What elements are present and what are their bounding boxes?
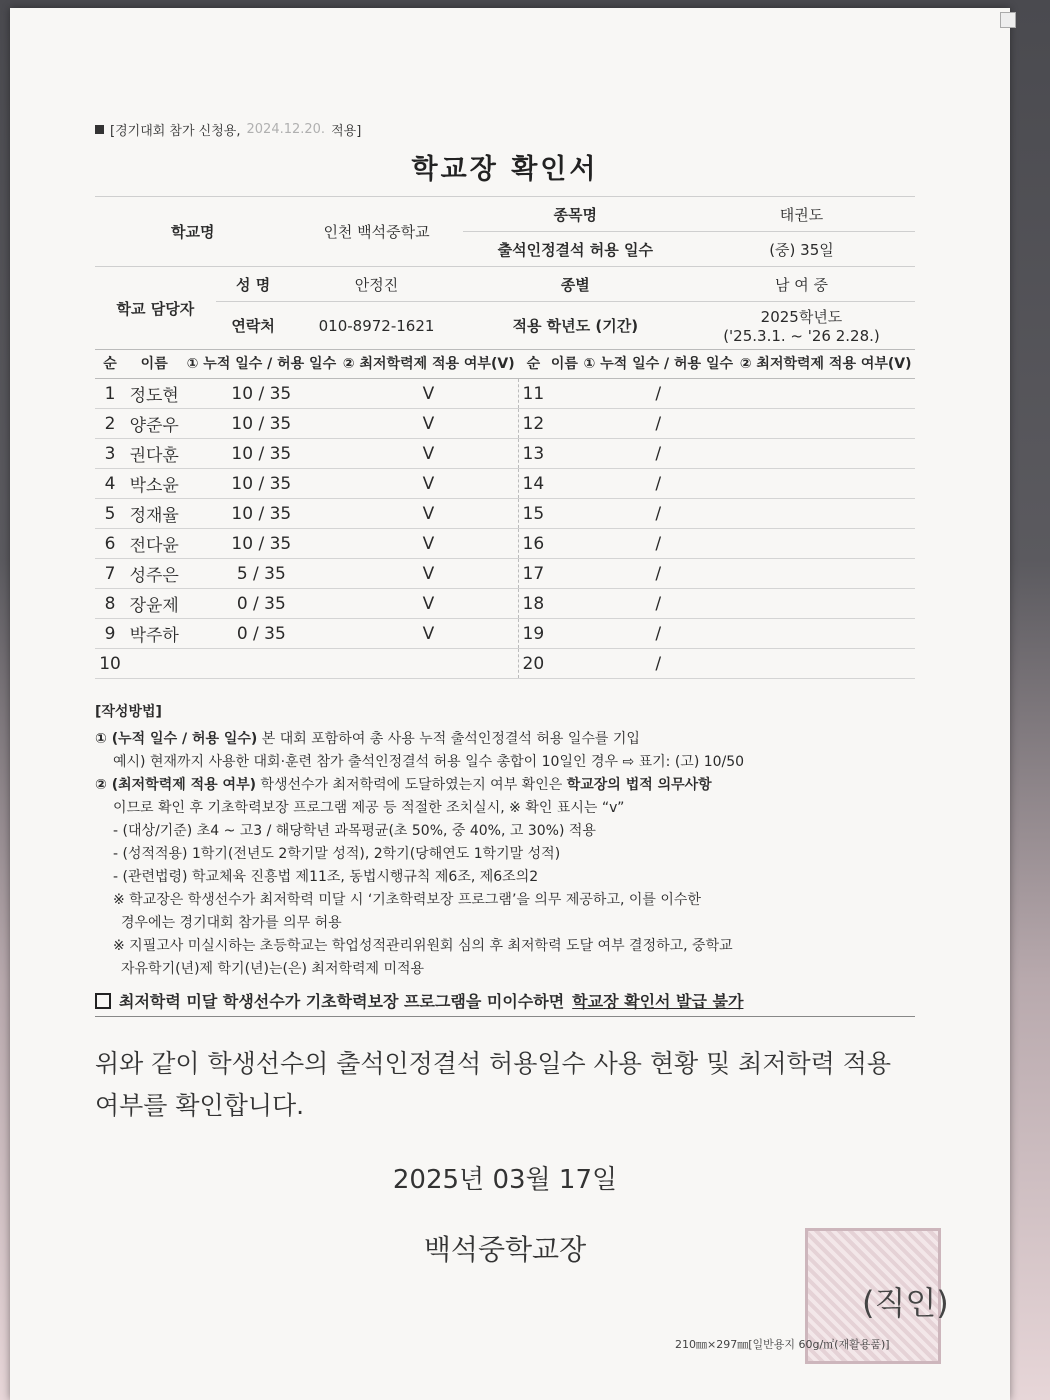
year-value: [688, 302, 915, 350]
col-name-left: 이름: [125, 350, 183, 379]
contact-value: 010-8972-1621: [290, 302, 462, 350]
row-no: 1: [95, 379, 125, 409]
row-name: 전다윤: [125, 529, 183, 559]
notice-line: [95, 989, 915, 1017]
row-name: 박소윤: [125, 469, 183, 499]
row-days: 10 / 35: [183, 379, 339, 409]
roster-body: [95, 379, 915, 679]
row-check: V: [339, 409, 518, 439]
corner-mark: [1000, 12, 1016, 28]
row-no: 20: [518, 649, 549, 679]
allowed-value: (중) 35일: [688, 232, 915, 267]
row-name: [549, 649, 581, 679]
row-name: 양준우: [125, 409, 183, 439]
method-line-2-term: ② (최저학력제 적용 여부): [95, 777, 256, 793]
method-line-5: - (관련법령) 학교체육 진흥법 제11조, 동법시행규칙 제6조, 제6조의2: [113, 869, 539, 885]
row-check: V: [339, 499, 518, 529]
col-name-right: 이름: [549, 350, 581, 379]
row-no: 2: [95, 409, 125, 439]
issue-date: 2025년 03월 17일: [392, 1165, 618, 1195]
method-line-1-term: ① (누적 일수 / 허용 일수): [95, 731, 258, 747]
row-check: [736, 649, 915, 679]
row-check: [736, 409, 915, 439]
row-no: 6: [95, 529, 125, 559]
method-line-2-emph: 학교장의 법적 의무사항: [566, 777, 712, 793]
sport-label: 종목명: [463, 197, 688, 232]
header-note-date: 2024.12.20.: [246, 122, 326, 137]
row-no: 8: [95, 589, 125, 619]
row-days: /: [580, 619, 736, 649]
row-no: 15: [518, 499, 549, 529]
row-check: [736, 499, 915, 529]
row-no: 16: [518, 529, 549, 559]
method-line-3: - (대상/기준) 초4 ~ 고3 / 해당학년 과목평균(초 50%, 중 40%, 고 30%) 적용: [113, 823, 596, 839]
gender-value: 남 여 중: [688, 267, 915, 302]
row-name: 성주은: [125, 559, 183, 589]
method-line-1: [95, 728, 915, 751]
row-name: 권다훈: [125, 439, 183, 469]
row-name: [549, 379, 581, 409]
row-no: 9: [95, 619, 125, 649]
row-days: /: [580, 559, 736, 589]
row-no: 10: [95, 649, 125, 679]
row-name: [549, 559, 581, 589]
period-value: ('25.3.1. ~ '26 2.28.): [723, 327, 880, 345]
paper-spec: 210㎜×297㎜[일반용지 60g/㎡(재활용품)]: [675, 1338, 890, 1351]
row-no: 7: [95, 559, 125, 589]
row-name: 장윤제: [125, 589, 183, 619]
row-check: V: [339, 469, 518, 499]
col-no-right: 순: [518, 350, 549, 379]
method-line-2-text: 학생선수가 최저학력에 도달하였는지 여부 확인은: [256, 777, 567, 793]
seal-label: (직인): [862, 1284, 949, 1322]
header-note: [95, 120, 915, 139]
roster-table: [95, 349, 915, 679]
row-check: V: [339, 439, 518, 469]
row-days: /: [580, 409, 736, 439]
row-days: [183, 649, 339, 679]
row-no: 19: [518, 619, 549, 649]
row-name: [549, 499, 581, 529]
col-days-left: ① 누적 일수 / 허용 일수: [183, 350, 339, 379]
method-line-2: [95, 774, 915, 797]
row-no: 13: [518, 439, 549, 469]
row-days: 0 / 35: [183, 589, 339, 619]
table-row: [95, 589, 915, 619]
method-line-1-text: 본 대회 포함하여 총 사용 누적 출석인정결석 허용 일수를 기입: [257, 731, 640, 747]
row-days: 5 / 35: [183, 559, 339, 589]
row-days: 0 / 35: [183, 619, 339, 649]
year-value-text: 2025학년도: [760, 308, 843, 326]
row-name: [549, 589, 581, 619]
row-no: 18: [518, 589, 549, 619]
confirm-statement: 위와 같이 학생선수의 출석인정결석 허용일수 사용 현황 및 최저학력 적용 여부를 확인합니다.: [95, 1049, 892, 1120]
row-no: 4: [95, 469, 125, 499]
row-name: [549, 409, 581, 439]
method-heading: [작성방법]: [95, 704, 162, 720]
row-name: [549, 439, 581, 469]
method-line-2-cont: 이므로 확인 후 기초학력보장 프로그램 제공 등 적절한 조치실시, ※ 확인 표시는 “v”: [113, 800, 625, 816]
row-days: /: [580, 379, 736, 409]
method-line-6: ※ 학교장은 학생선수가 최저학력 미달 시 ‘기초학력보장 프로그램’을 의무 제공하고, 이를 이수한: [113, 892, 701, 908]
row-name: 정도현: [125, 379, 183, 409]
row-check: V: [339, 559, 518, 589]
document-body: [95, 120, 915, 1268]
principal-name: 백석중학교장: [423, 1233, 587, 1266]
row-check: [339, 649, 518, 679]
school-label: 학교명: [95, 197, 290, 267]
row-days: /: [580, 649, 736, 679]
col-check-right: ② 최저학력제 적용 여부(V): [736, 350, 915, 379]
row-no: 3: [95, 439, 125, 469]
table-row: [95, 529, 915, 559]
table-row: [95, 559, 915, 589]
allowed-label: 출석인정결석 허용 일수: [463, 232, 688, 267]
row-name: 정재율: [125, 499, 183, 529]
row-no: 12: [518, 409, 549, 439]
row-days: /: [580, 499, 736, 529]
name-value: 안정진: [290, 267, 462, 302]
row-name: [549, 469, 581, 499]
sport-value: 태권도: [688, 197, 915, 232]
table-row: [95, 619, 915, 649]
row-check: [736, 379, 915, 409]
gender-label: 종별: [463, 267, 688, 302]
row-check: [736, 589, 915, 619]
row-check: [736, 469, 915, 499]
row-days: /: [580, 589, 736, 619]
row-check: V: [339, 619, 518, 649]
row-days: /: [580, 469, 736, 499]
row-days: 10 / 35: [183, 469, 339, 499]
row-no: 17: [518, 559, 549, 589]
table-row: [95, 649, 915, 679]
row-days: /: [580, 529, 736, 559]
header-note-label: [경기대회 참가 신청용,: [110, 124, 241, 139]
table-row: [95, 469, 915, 499]
checkbox-square-icon: [95, 993, 111, 1009]
row-days: 10 / 35: [183, 529, 339, 559]
row-no: 11: [518, 379, 549, 409]
page-title: 학교장 확인서: [411, 154, 599, 185]
row-name: [549, 619, 581, 649]
row-no: 14: [518, 469, 549, 499]
row-days: /: [580, 439, 736, 469]
row-check: [736, 619, 915, 649]
method-section: [95, 701, 915, 981]
row-days: 10 / 35: [183, 439, 339, 469]
row-check: [736, 439, 915, 469]
col-days-right: ① 누적 일수 / 허용 일수: [580, 350, 736, 379]
row-name: [549, 529, 581, 559]
method-line-6-cont: 경우에는 경기대회 참가를 의무 허용: [121, 915, 342, 931]
notice-emph: 학교장 확인서 발급 불가: [572, 992, 744, 1011]
year-label: 적용 학년도 (기간): [463, 302, 688, 350]
contact-label: 연락처: [216, 302, 291, 350]
school-value: 인천 백석중학교: [290, 197, 462, 267]
col-no-left: 순: [95, 350, 125, 379]
row-check: [736, 529, 915, 559]
method-line-7-cont: 자유학기(년)제 학기(년)는(은) 최저학력제 미적용: [121, 961, 425, 977]
method-line-7: ※ 지필고사 미실시하는 초등학교는 학업성적관리위원회 심의 후 최저학력 도달 여부 결정하고, 중학교: [113, 938, 733, 954]
row-check: V: [339, 379, 518, 409]
table-row: [95, 379, 915, 409]
row-days: 10 / 35: [183, 409, 339, 439]
col-check-left: ② 최저학력제 적용 여부(V): [339, 350, 518, 379]
row-name: 박주하: [125, 619, 183, 649]
row-check: [736, 559, 915, 589]
method-line-4: - (성적적용) 1학기(전년도 2학기말 성적), 2학기(당해연도 1학기말 성적): [113, 846, 561, 862]
row-check: V: [339, 589, 518, 619]
staff-label: 학교 담당자: [95, 267, 216, 350]
row-days: 10 / 35: [183, 499, 339, 529]
row-no: 5: [95, 499, 125, 529]
square-bullet-icon: [95, 125, 104, 134]
info-table: [95, 196, 915, 349]
row-name: [125, 649, 183, 679]
header-note-suffix: 적용]: [331, 124, 362, 139]
name-label: 성 명: [216, 267, 291, 302]
row-check: V: [339, 529, 518, 559]
table-row: [95, 409, 915, 439]
table-row: [95, 499, 915, 529]
table-row: [95, 439, 915, 469]
notice-text: 최저학력 미달 학생선수가 기초학력보장 프로그램을 미이수하면: [119, 992, 565, 1011]
method-line-1-example: 예시) 현재까지 사용한 대회·훈련 참가 출석인정결석 허용 일수 총합이 10일인 경우 ⇨ 표기: (고) 10/50: [113, 754, 745, 770]
